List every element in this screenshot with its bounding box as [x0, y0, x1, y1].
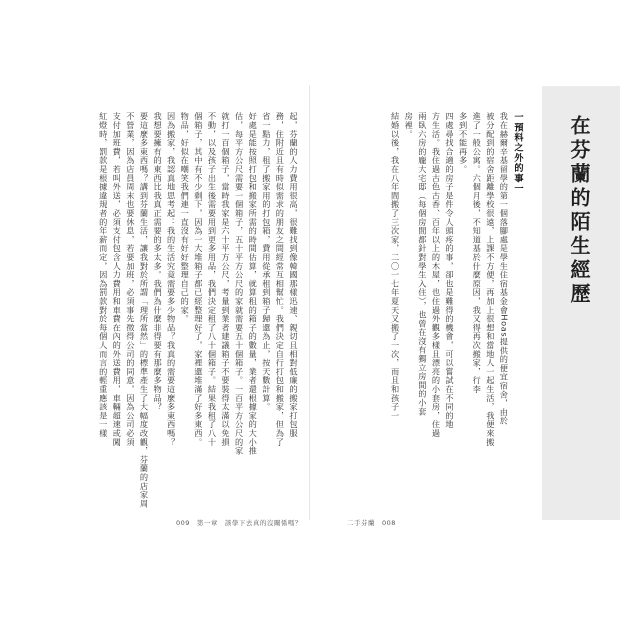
paragraph-line: 兩臥六房的龐大宅邸（每個房間都針對學生入住），也曾在沒有獨立房間的小套	[417, 112, 428, 416]
paragraph-line: 我想要擁有的東西比我真正需要的多太多。我們為什麼非得要有那麼多物品？	[153, 112, 164, 412]
paragraph-line: 就打一百個箱子，當時我家是六十平方公尺，考量到業者建議箱子不要裝得太滿以免損	[221, 112, 232, 447]
paragraph-line: 因為搬家，我認真地思考起：我的生活究竟需要多少物品？我真的需要這麼多東西嗎？	[166, 112, 177, 447]
left-page-folio: 009 第一章 該學下去真的沒關係嗎？	[176, 519, 302, 527]
section-heading: 一預料之外的事一	[512, 112, 523, 194]
paragraph-line: 省一點力，租了搬家用的打包箱，費用從承租到箱子歸還為止，按天數計算。	[261, 112, 272, 412]
paragraph-line: 不營業，因為店員周末也要休息，若要加班，必須事先徵得公司的同意，因為公司必須	[125, 112, 136, 447]
gutter-divider	[309, 85, 310, 520]
paragraph-line: 不動，以及孩子出生後需要用到更多用品，我們決定租了八十個箱子。結果我租了八十	[207, 112, 218, 447]
paragraph-line: 進了一般公寓。六個月後，不知道基於什麼原因，我又得再次搬家，行李	[472, 112, 483, 394]
paragraph-line: 方生活。我住過古色古香、百年以上的木屋，也住過外觀多樣且漂亮的小套房，住過	[431, 112, 442, 438]
paragraph-line: 起，芬蘭的人力費用很高，很難找到像韓國那樣迅速、親切且相對低廉的搬家打包服	[289, 112, 299, 438]
paragraph-line: 多到不能再多。	[458, 112, 469, 174]
right-page-folio: 二手芬蘭 008	[347, 519, 396, 527]
paragraph-line: 物品，好似在嘲笑我們連一直沒有好好整理自己的家。	[180, 112, 191, 324]
paragraph-line: 估，每平方公尺需要一個箱子，五十平方公尺的家就需要五十個箱子。一百平方公尺的家	[234, 112, 245, 456]
paragraph-line: 我在赫爾辛基留學的第一個落腳處是學生住宿基金會Hoas提供的便宜宿舍，由於	[499, 112, 510, 426]
right-page-text	[362, 112, 524, 512]
paragraph-line: 紅燈時，罰款是根據違規者的年薪而定，因為罰款對於每個人而言的輕重應該是一樣	[98, 112, 109, 438]
paragraph-line: 房裡。	[404, 112, 415, 139]
paragraph-line: 個箱子，其中有不少剩下，因為一大堆箱子都已經整理好了，家裡還堆滿了好多東西。	[193, 112, 204, 447]
paragraph-line: 結婚以後，我在八年間搬了三次家，二〇一七年夏天又搬了一次，而且和孩子一	[390, 112, 401, 420]
paragraph-line: 四處尋找合適的房子是件令人頭疼的事，卻也是難得的機會，可以嘗試在不同的地	[445, 112, 456, 429]
paragraph-line: 務，住附近且有時似需求的朋友之間經常互相幫忙。我們決定自行打包和搬家，但為了	[275, 112, 286, 447]
paragraph-line: 要這麼多東西嗎？講到芬蘭生活，讓我對於所謂「理所當然」的標準產生了大幅度改觀，芬蘭的店家周	[139, 112, 150, 508]
paragraph-line: 好處是能按照打包和搬家所需的時間估算，就算租的箱子的數量，業者還根據家的大小推	[248, 112, 259, 456]
paragraph-line: 被分配到的宿舍距離學校很遠，上課不方便，再加上很想和當地人一起生活，我便來搬	[485, 112, 496, 447]
left-page-text	[100, 112, 300, 517]
chapter-title: 在芬蘭的陌生經歷	[567, 115, 591, 307]
paragraph-line: 支付加班費，若叫外送，必須支付包含人力費用和車費在內的外送費用，車輛超速或闖	[112, 112, 123, 447]
